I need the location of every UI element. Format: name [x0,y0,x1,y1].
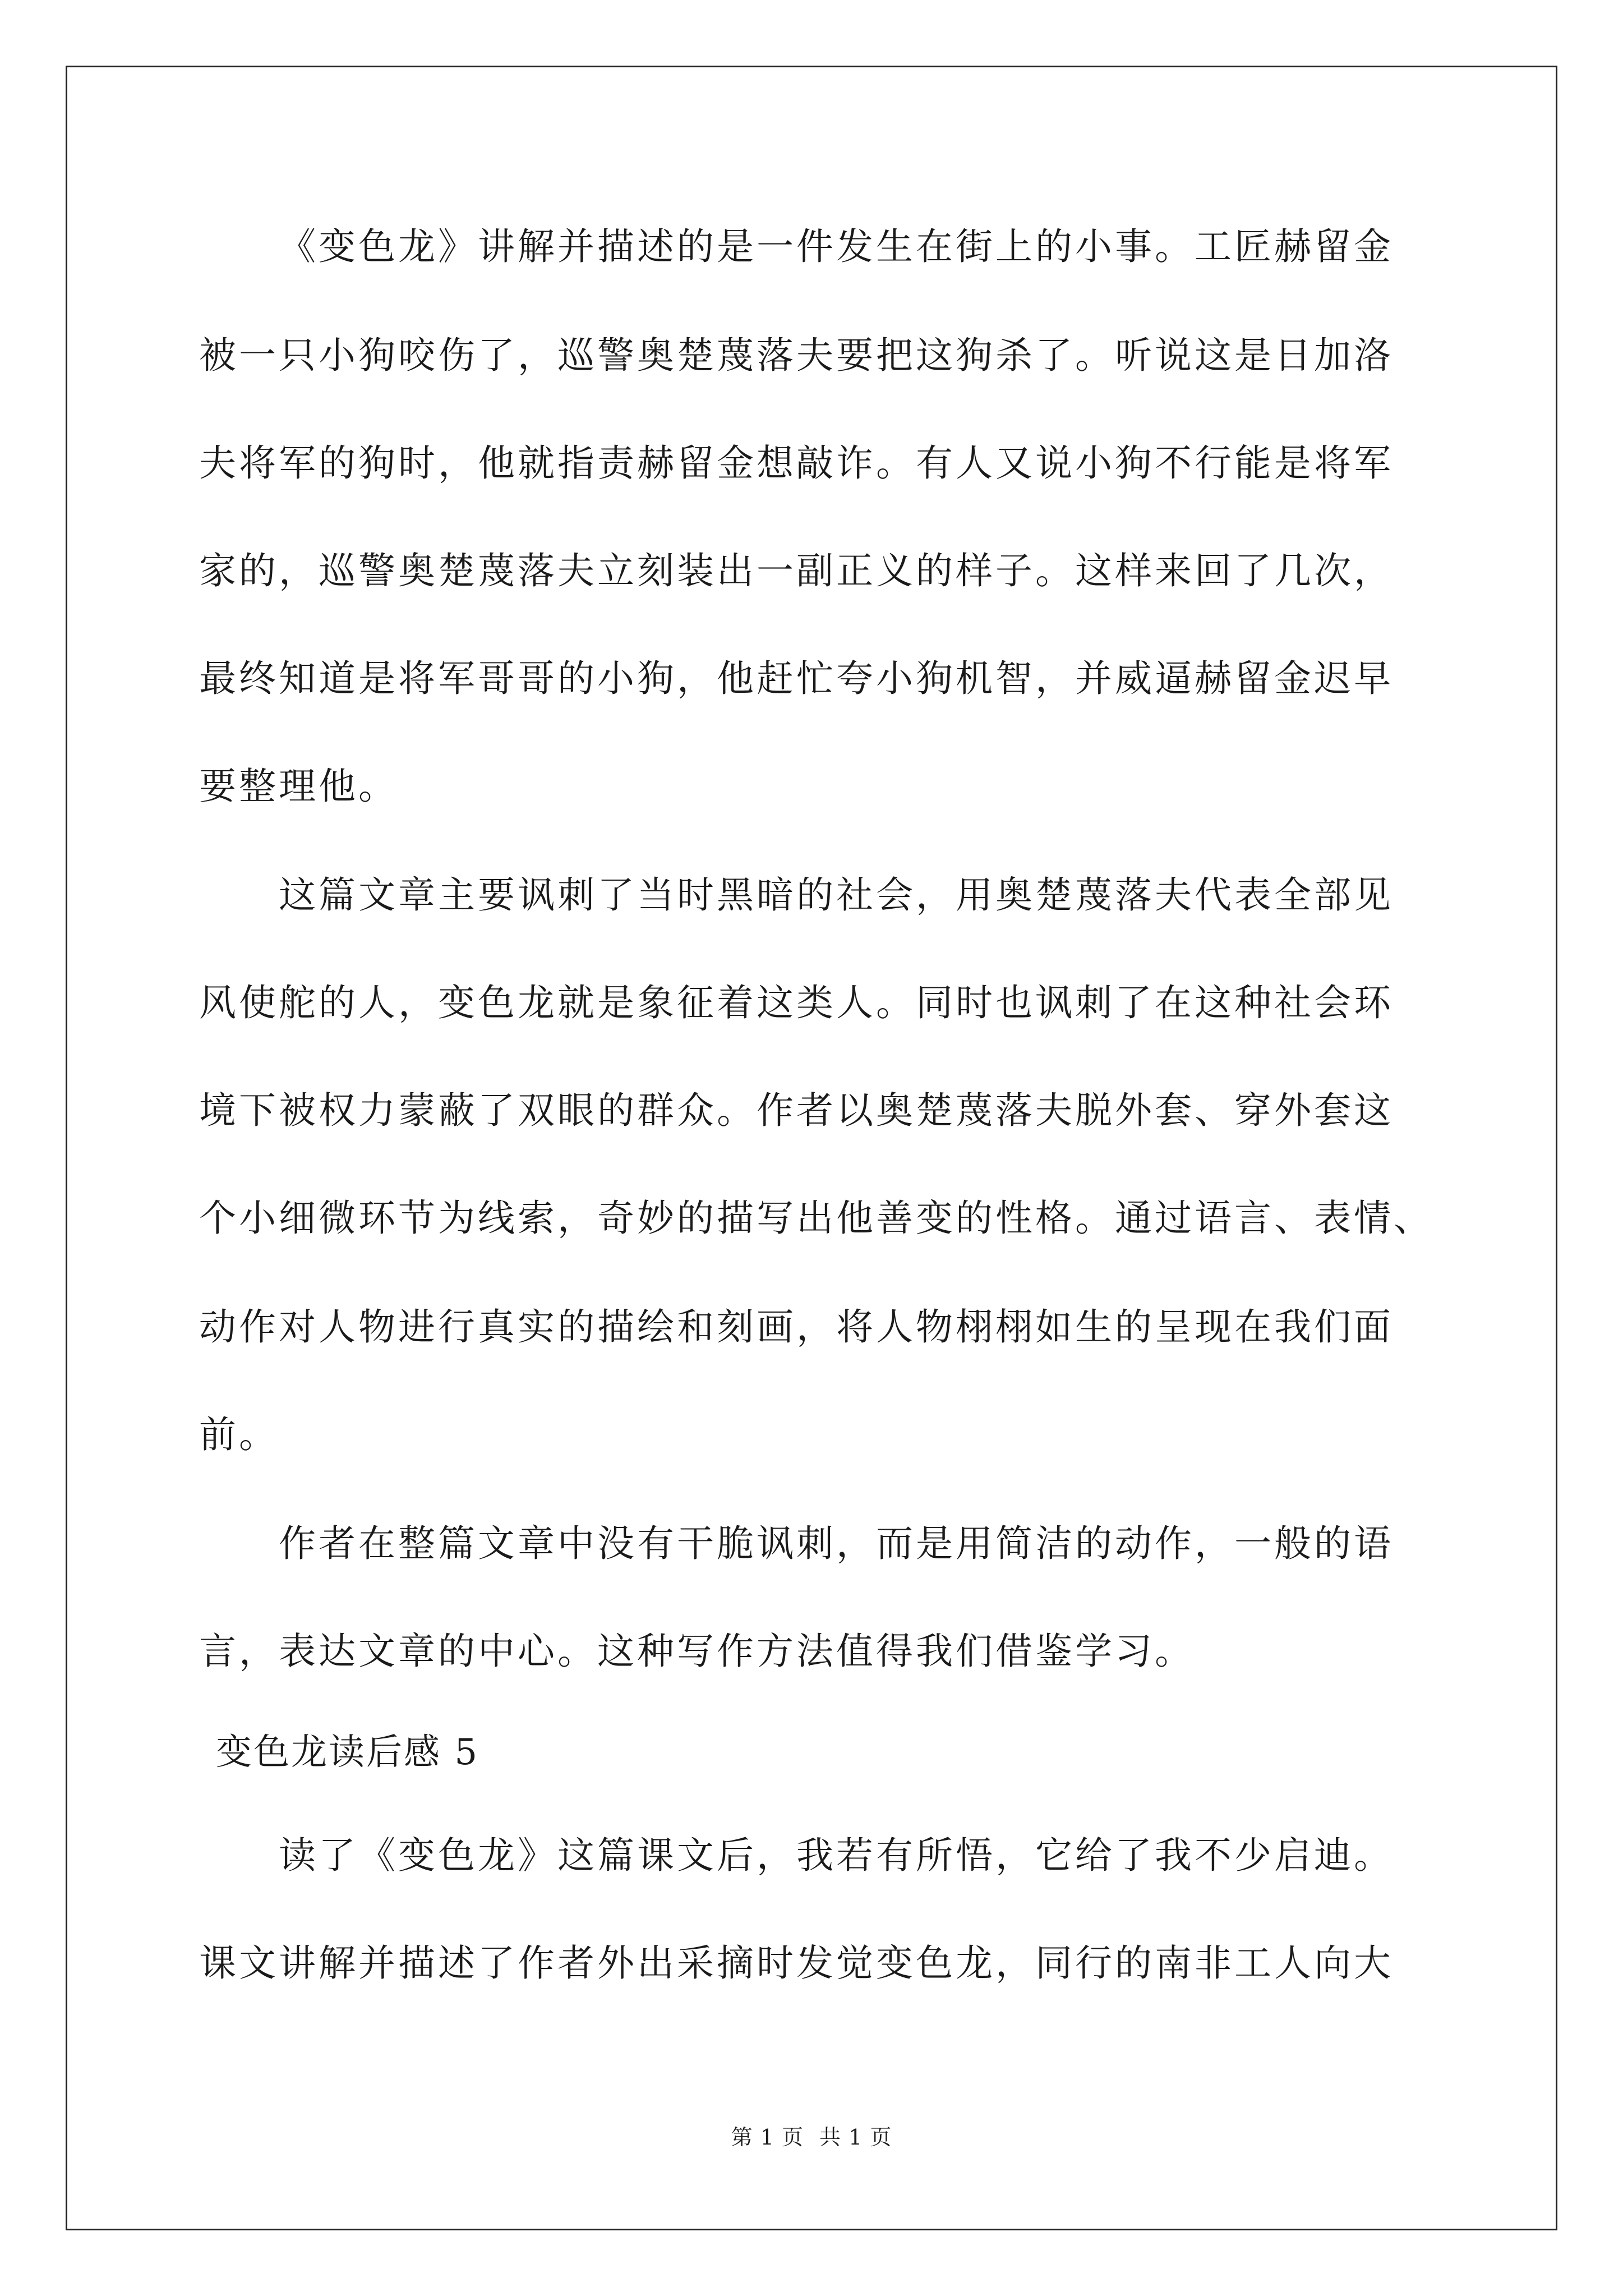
paragraph-1-line-1: 《变色龙》讲解并描述的是一件发生在街上的小事。工匠赫留金 [279,225,1394,268]
page-border [66,66,1557,2230]
page-number-label: 第 1 页 [731,2125,804,2150]
paragraph-1-line-3: 夫将军的狗时，他就指责赫留金想敲诈。有人又说小狗不行能是将军 [199,441,1394,485]
page-footer [0,2123,1623,2151]
paragraph-2-line-2: 风使舵的人，变色龙就是象征着这类人。同时也讽刺了在这种社会环 [199,981,1394,1024]
section-heading: 变色龙读后感 5 [216,1732,479,1773]
paragraph-4-line-2: 课文讲解并描述了作者外出采摘时发觉变色龙，同行的南非工人向大 [199,1941,1394,1985]
paragraph-1-line-5: 最终知道是将军哥哥的小狗，他赶忙夸小狗机智，并威逼赫留金迟早 [199,657,1394,700]
paragraph-3-line-2: 言，表达文章的中心。这种写作方法值得我们借鉴学习。 [199,1630,1195,1673]
paragraph-1-line-6: 要整理他。 [199,765,398,808]
paragraph-3-line-1: 作者在整篇文章中没有干脆讽刺，而是用简洁的动作，一般的语 [279,1522,1394,1565]
paragraph-1-line-4: 家的，巡警奥楚蔑落夫立刻装出一副正义的样子。这样来回了几次， [199,549,1394,592]
paragraph-2-line-5: 动作对人物进行真实的描绘和刻画，将人物栩栩如生的呈现在我们面 [199,1305,1394,1349]
paragraph-2-line-1: 这篇文章主要讽刺了当时黑暗的社会，用奥楚蔑落夫代表全部见 [279,873,1394,917]
paragraph-4-line-1: 读了《变色龙》这篇课文后，我若有所悟，它给了我不少启迪。 [279,1834,1394,1877]
total-pages-label: 共 1 页 [819,2125,892,2150]
paragraph-2-line-6: 前。 [199,1413,279,1456]
paragraph-2-line-3: 境下被权力蒙蔽了双眼的群众。作者以奥楚蔑落夫脱外套、穿外套这 [199,1089,1394,1132]
paragraph-2-line-4: 个小细微环节为线索，奇妙的描写出他善变的性格。通过语言、表情、 [199,1197,1433,1240]
paragraph-1-line-2: 被一只小狗咬伤了，巡警奥楚蔑落夫要把这狗杀了。听说这是日加洛 [199,334,1394,377]
